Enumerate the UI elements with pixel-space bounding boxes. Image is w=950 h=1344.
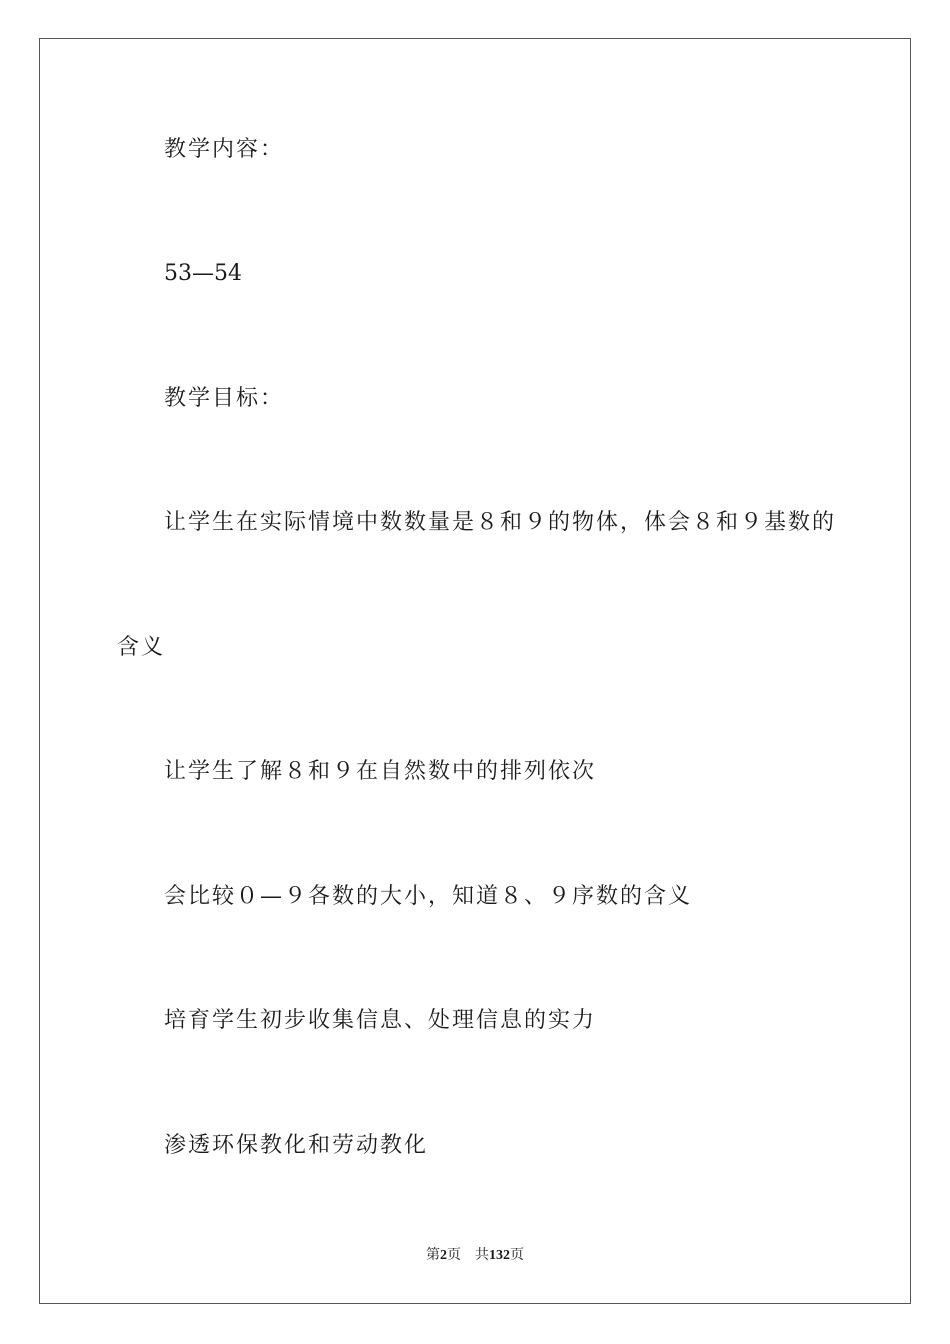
page-range: 53—54	[164, 261, 242, 286]
footer-total-prefix: 共	[475, 1248, 489, 1263]
goal-1-text: 让学生在实际情境中数数量是８和９的物体，体会８和９基数的	[164, 510, 837, 535]
heading-teaching-content: 教学内容：	[164, 137, 285, 162]
footer-page-prefix: 第	[426, 1248, 440, 1263]
goal-1-continuation: 含义	[117, 635, 166, 660]
footer-total-pages: 132	[489, 1248, 510, 1263]
footer-total-suffix: 页	[510, 1248, 524, 1263]
footer-page-suffix: 页	[447, 1248, 461, 1263]
footer-page-number: 2	[440, 1248, 447, 1263]
page-border	[39, 38, 911, 1304]
goal-4-text: 培育学生初步收集信息、处理信息的实力	[164, 1008, 597, 1033]
goal-3-text: 会比较０—９各数的大小，知道８、９序数的含义	[164, 884, 693, 909]
goal-5-text: 渗透环保教化和劳动教化	[164, 1133, 429, 1158]
heading-teaching-goals: 教学目标：	[164, 386, 285, 411]
goal-2-text: 让学生了解８和９在自然数中的排列依次	[164, 759, 597, 784]
page-footer	[0, 1246, 950, 1266]
